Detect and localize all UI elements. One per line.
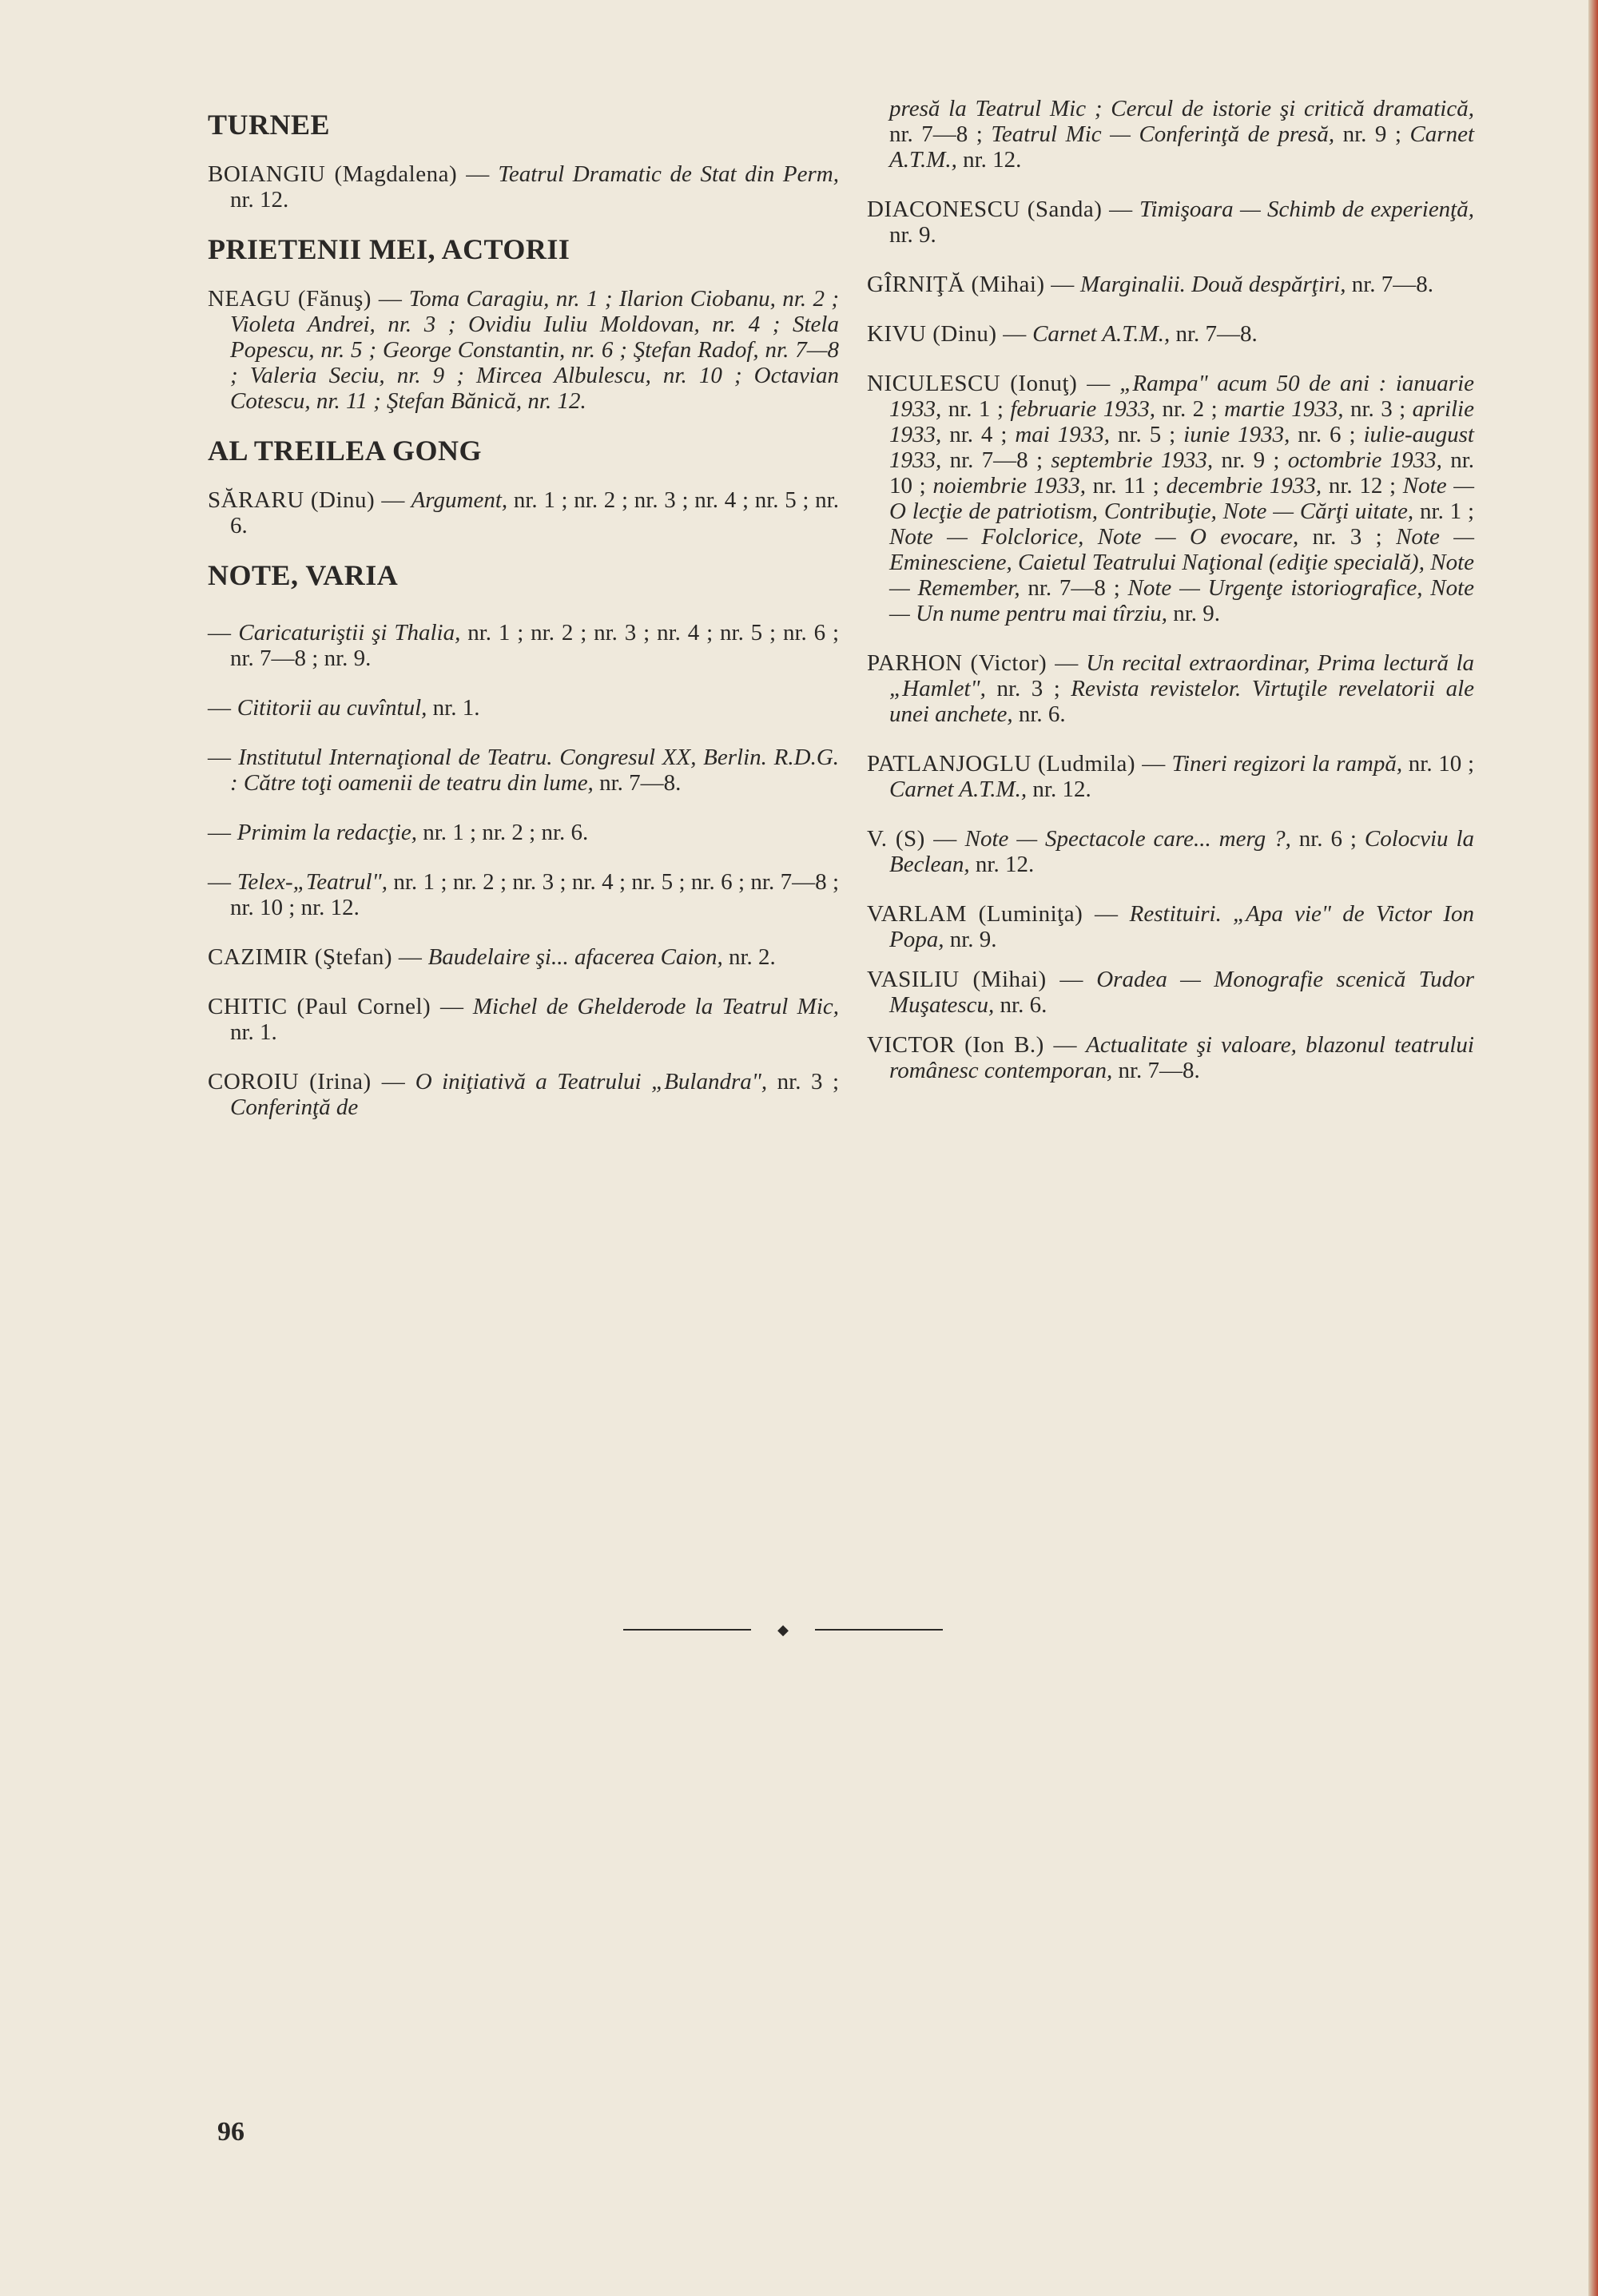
entry: — Telex-„Teatrul", nr. 1 ; nr. 2 ; nr. 3 ; nr. 4 ; nr. 5 ; nr. 6 ; nr. 7—8 ; nr. 10 ; nr. 12. <box>208 869 840 920</box>
entry: VASILIU (Mihai) — Oradea — Monografie scenică Tudor Muşatescu, nr. 6. <box>867 967 1474 1018</box>
section-title-prieteni: PRIETENII MEI, ACTORII <box>208 233 570 265</box>
page-number: 96 <box>217 2117 244 2147</box>
entry: — Institutul Internaţional de Teatru. Congresul XX, Berlin. R.D.G. : Către toţi oamenii de teatru din lume, nr. 7—8. <box>208 745 840 796</box>
entry: SĂRARU (Dinu) — Argument, nr. 1 ; nr. 2 ; nr. 3 ; nr. 4 ; nr. 5 ; nr. 6. <box>208 487 839 538</box>
entry: V. (S) — Note — Spectacole care... merg ?, nr. 6 ; Colocviu la Beclean, nr. 12. <box>867 826 1475 877</box>
entry: PARHON (Victor) — Un recital extraordinar, Prima lectură la „Hamlet", nr. 3 ; Revista revistelor. Virtuţile revelatorii ale unei anchete, nr. 6. <box>867 650 1475 727</box>
section-divider-ornament: ◆ <box>623 1622 943 1638</box>
entry: NEAGU (Fănuş) — Toma Caragiu, nr. 1 ; Ilarion Ciobanu, nr. 2 ; Violeta Andrei, nr. 3 ; Ovidiu Iuliu Moldovan, nr. 4 ; Stela Popescu, nr. 5 ; George Constantin, nr. 6 ; Ştefan Radof, nr. 7—8 ; Valeria Seciu, nr. 9 ; Mircea Albulescu, nr. 10 ; Octavian Cotescu, nr. 11 ; Ştefan Bănică, nr. 12. <box>208 286 840 414</box>
entry: PATLANJOGLU (Ludmila) — Tineri regizori la rampă, nr. 10 ; Carnet A.T.M., nr. 12. <box>867 751 1474 802</box>
left-column <box>208 109 840 1144</box>
entry: VICTOR (Ion B.) — Actualitate şi valoare, blazonul teatrului românesc contemporan, nr. 7—8. <box>867 1032 1474 1083</box>
entry: — Cititorii au cuvîntul, nr. 1. <box>208 695 480 721</box>
entry: — Primim la redacţie, nr. 1 ; nr. 2 ; nr. 6. <box>208 820 589 845</box>
page-edge <box>1588 0 1598 2296</box>
entry: KIVU (Dinu) — Carnet A.T.M., nr. 7—8. <box>867 321 1258 347</box>
entry: NICULESCU (Ionuţ) — „Rampa" acum 50 de ani : ianuarie 1933, nr. 1 ; februarie 1933, nr. 2 ; martie 1933, nr. 3 ; aprilie 1933, nr. 4 ; mai 1933, nr. 5 ; iunie 1933, nr. 6 ; iulie-august 1933, nr. 7—8 ; septembrie 1933, nr. 9 ; octombrie 1933, nr. 10 ; noiembrie 1933, nr. 11 ; decembrie 1933, nr. 12 ; Note — O lecţie de patriotism, Contribuţie, Note — Cărţi uitate, nr. 1 ; Note — Folclorice, Note — O evocare, nr. 3 ; Note — Eminesciene, Caietul Teatrului Naţional (ediţie specială), Note — Remember, nr. 7—8 ; Note — Urgenţe istoriografice, Note — Un nume pentru mai tîrziu, nr. 9. <box>867 371 1475 626</box>
entry: CAZIMIR (Ştefan) — Baudelaire şi... afacerea Caion, nr. 2. <box>208 944 776 970</box>
entry: CHITIC (Paul Cornel) — Michel de Ghelderode la Teatrul Mic, nr. 1. <box>208 994 840 1045</box>
entry: DIACONESCU (Sanda) — Timişoara — Schimb de experienţă, nr. 9. <box>867 197 1474 248</box>
entry: — Caricaturiştii şi Thalia, nr. 1 ; nr. 2 ; nr. 3 ; nr. 4 ; nr. 5 ; nr. 6 ; nr. 7—8 ; nr. 9. <box>208 620 840 671</box>
entry: GÎRNIŢĂ (Mihai) — Marginalii. Două despărţiri, nr. 7—8. <box>867 272 1434 297</box>
entry: COROIU (Irina) — O iniţiativă a Teatrului „Bulandra", nr. 3 ; Conferinţă de <box>208 1069 839 1120</box>
right-column <box>867 96 1474 1107</box>
section-title-gong: AL TREILEA GONG <box>208 435 482 467</box>
section-title-turnee: TURNEE <box>208 109 331 141</box>
entry-continued: presă la Teatrul Mic ; Cercul de istorie şi critică dramatică, nr. 7—8 ; Teatrul Mic — Conferinţă de presă, nr. 9 ; Carnet A.T.M., nr. 12. <box>889 96 1475 173</box>
entry: VARLAM (Luminiţa) — Restituiri. „Apa vie" de Victor Ion Popa, nr. 9. <box>867 901 1474 952</box>
entry: BOIANGIU (Magdalena) — Teatrul Dramatic de Stat din Perm, nr. 12. <box>208 161 839 213</box>
section-title-note: NOTE, VARIA <box>208 559 399 591</box>
